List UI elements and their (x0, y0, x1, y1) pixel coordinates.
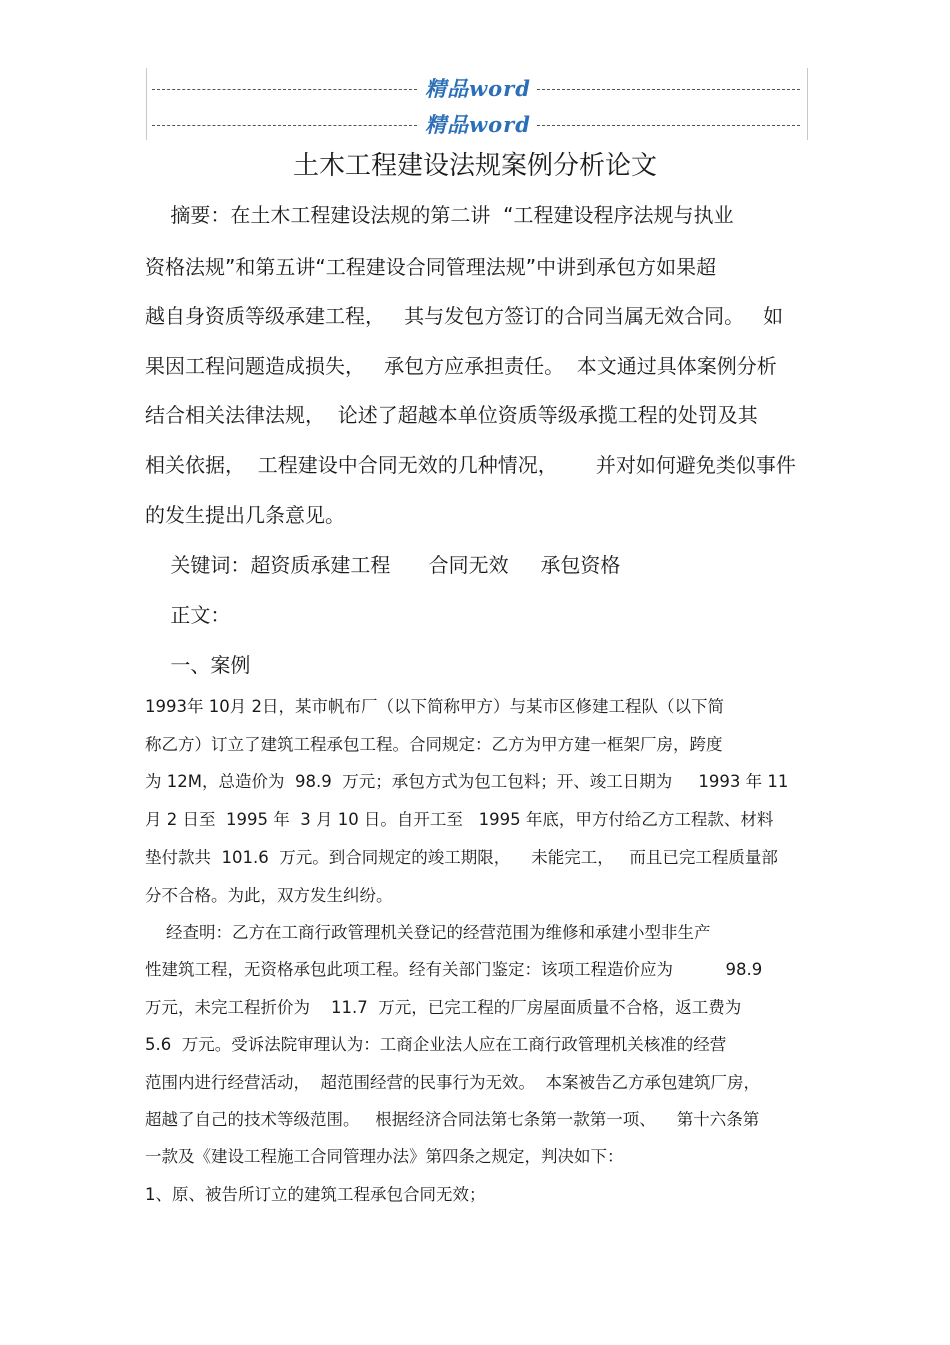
abstract-line: 果因工程问题造成损失， 承包方应承担责任。 本文通过具体案例分析 (145, 354, 777, 378)
case-paragraph-line: 超越了自己的技术等级范围。 根据经济合同法第七条第一款第一项、 第十六条第 (145, 1110, 760, 1129)
case-paragraph-line: 一款及《建设工程施工合同管理办法》第四条之规定，判决如下： (145, 1147, 624, 1166)
abstract-line: 资格法规”和第五讲“工程建设合同管理法规”中讲到承包方如果超 (145, 255, 717, 279)
abstract-line: 摘要：在土木工程建设法规的第二讲 “工程建设程序法规与执业 (145, 203, 734, 227)
dashed-divider (152, 125, 417, 126)
document-title: 土木工程建设法规案例分析论文 (292, 151, 657, 181)
abstract-line: 结合相关法律法规， 论述了超越本单位资质等级承揽工程的处罚及其 (145, 403, 758, 427)
section-heading: 一、案例 (145, 653, 251, 677)
dashed-divider (537, 89, 800, 90)
dashed-divider (152, 89, 417, 90)
case-paragraph-line: 1993年 10月 2日，某市帆布厂（以下简称甲方）与某市区修建工程队（以下简 (145, 697, 724, 716)
abstract-line: 的发生提出几条意见。 (145, 503, 345, 527)
jingpin-word-logo: 精品word (425, 112, 531, 137)
abstract-line: 越自身资质等级承建工程， 其与发包方签订的合同当属无效合同。 如 (145, 304, 784, 328)
abstract-line: 相关依据， 工程建设中合同无效的几种情况， 并对如何避免类似事件 (145, 453, 796, 477)
body-heading: 正文： (145, 603, 231, 627)
case-paragraph-line: 分不合格。为此，双方发生纠纷。 (145, 886, 393, 905)
case-paragraph-line: 称乙方）订立了建筑工程承包工程。合同规定：乙方为甲方建一框架厂房，跨度 (145, 735, 723, 754)
header-banner-top (152, 74, 800, 104)
case-paragraph-line: 经查明：乙方在工商行政管理机关登记的经营范围为维修和承建小型非生产 (145, 923, 711, 942)
case-paragraph-line: 为 12M，总造价为 98.9 万元；承包方式为包工包料；开、竣工日期为 1993 年 11 (145, 772, 789, 791)
case-paragraph-line: 月 2 日至 1995 年 3 月 10 日。自开工至 1995 年底，甲方付给乙方工程款、材料 (145, 810, 774, 829)
case-paragraph-line: 5.6 万元。受诉法院审理认为：工商企业法人应在工商行政管理机关核准的经营 (145, 1035, 727, 1054)
dashed-divider (537, 125, 800, 126)
case-paragraph-line: 范围内进行经营活动， 超范围经营的民事行为无效。 本案被告乙方承包建筑厂房， (145, 1073, 760, 1092)
case-paragraph-line: 万元，未完工程折价为 11.7 万元，已完工程的厂房屋面质量不合格，返工费为 (145, 998, 742, 1017)
case-paragraph-line: 性建筑工程，无资格承包此项工程。经有关部门鉴定：该项工程造价应为 98.9 (145, 960, 763, 979)
judgment-item: 1、原、被告所订立的建筑工程承包合同无效； (145, 1185, 486, 1204)
case-paragraph-line: 垫付款共 101.6 万元。到合同规定的竣工期限， 未能完工， 而且已完工程质量部 (145, 848, 778, 867)
header-banner-bottom (152, 110, 800, 140)
jingpin-word-logo: 精品word (425, 76, 531, 101)
keywords-line: 关键词：超资质承建工程 合同无效 承包资格 (145, 553, 621, 577)
